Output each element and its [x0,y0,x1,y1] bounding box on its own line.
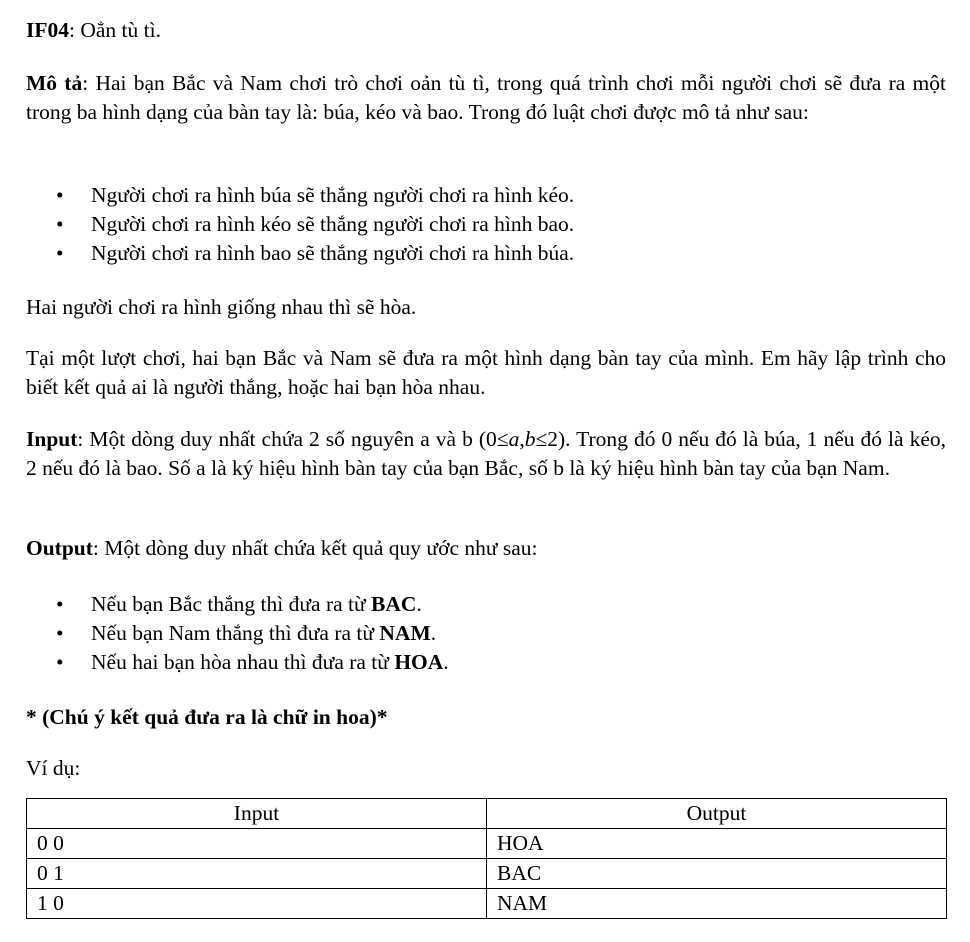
list-item [26,210,946,239]
input-cell: 1 0 [27,889,487,919]
table-row [27,859,947,889]
task-paragraph: Tại một lượt chơi, hai bạn Bắc và Nam sẽ đưa ra một hình dạng bàn tay của mình. Em hãy lập trình cho biết kết quả ai là người thắng, hoặc hai bạn hòa nhau. [26,346,946,399]
problem-title-text: : Oẳn tù tì. [69,18,161,42]
output-item-end: . [443,650,449,674]
output-label: Output [26,536,93,560]
bullet-icon: • [56,621,64,645]
output-item-end: . [416,592,422,616]
output-cell: HOA [487,829,947,859]
list-item [26,181,946,210]
output-code: BAC [371,592,417,616]
input-label: Input [26,427,78,451]
var-b: b [524,427,536,451]
output-item-end: . [430,621,437,645]
rule-text: Người chơi ra hình kéo sẽ thắng người chơi ra hình bao. [91,212,575,236]
input-cell: 0 1 [27,859,487,889]
output-code: NAM [379,621,431,645]
input-text-after: ≤2). Trong đó 0 nếu đó là búa, 1 nếu đó là kéo, 2 nếu đó là bao. Số a là ký hiệu hình bàn tay của bạn Bắc, số b là ký hiệu hình bàn tay của bạn Nam. [26,427,946,480]
output-code: HOA [394,650,444,674]
list-item [26,648,946,677]
column-header-output: Output [487,799,947,829]
output-cell: NAM [487,889,947,919]
table-header-row [27,799,947,829]
bullet-icon: • [56,212,64,236]
list-item [26,619,946,648]
rule-text: Người chơi ra hình bao sẽ thắng người chơi ra hình búa. [91,241,575,265]
examples-table [26,798,947,919]
bullet-icon: • [56,241,64,265]
table-row [27,889,947,919]
description-text: : Hai bạn Bắc và Nam chơi trò chơi oản tù tì, trong quá trình chơi mỗi người chơi sẽ đưa ra một trong ba hình dạng của bàn tay là: búa, kéo và bao. Trong đó luật chơi được mô tả như sau: [26,71,947,124]
table-row [27,829,947,859]
note-text: * (Chú ý kết quả đưa ra là chữ in hoa)* [26,705,388,729]
description-label: Mô tả [26,71,83,95]
draw-rule-paragraph: Hai người chơi ra hình giống nhau thì sẽ hòa. [26,295,417,319]
bullet-icon: • [56,183,64,207]
example-label: Ví dụ: [26,756,81,780]
output-paragraph [26,534,946,563]
list-item [26,590,946,619]
output-text: : Một dòng duy nhất chứa kết quả quy ước như sau: [92,536,538,560]
output-item-text: Nếu bạn Nam thắng thì đưa ra từ [91,621,380,645]
output-item-text: Nếu bạn Bắc thắng thì đưa ra từ [91,592,372,616]
input-cell: 0 0 [27,829,487,859]
list-item [26,239,946,268]
input-paragraph [26,425,946,483]
rules-list [26,181,946,268]
problem-code: IF04 [26,18,69,42]
output-cell: BAC [487,859,947,889]
input-text-before: : Một dòng duy nhất chứa 2 số nguyên a và b (0≤ [77,427,509,451]
rule-text: Người chơi ra hình búa sẽ thắng người chơi ra hình kéo. [91,183,575,207]
input-comma: , [519,427,525,451]
output-list [26,590,946,677]
var-a: a [508,427,520,451]
bullet-icon: • [56,592,64,616]
note-paragraph [26,703,946,732]
column-header-input: Input [27,799,487,829]
output-item-text: Nếu hai bạn hòa nhau thì đưa ra từ [91,650,395,674]
description-paragraph [26,69,946,127]
bullet-icon: • [56,650,64,674]
problem-title [26,16,946,45]
